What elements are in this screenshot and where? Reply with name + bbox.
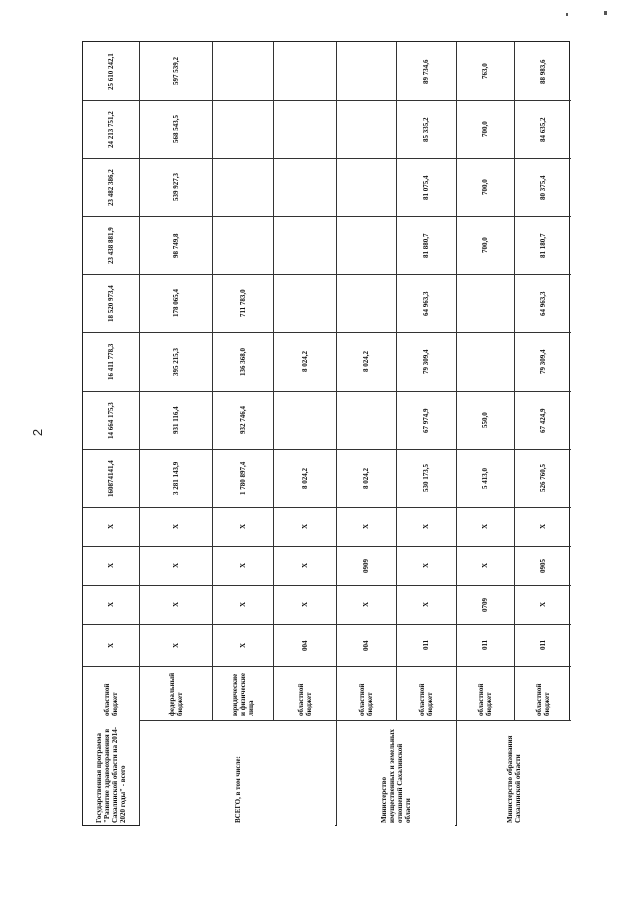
- cell-total: 160874141,4: [107, 459, 115, 497]
- cell-c4: Х: [481, 523, 489, 529]
- cell-total: 1 780 897,4: [238, 461, 247, 495]
- cell-y2017: 81 180,7: [538, 233, 547, 258]
- cell-c1: 011: [422, 639, 430, 650]
- cell-y2014: 67 424,9: [538, 408, 547, 433]
- table-gridline-v: [139, 42, 140, 825]
- table-gridline-h: [83, 666, 571, 667]
- cell-c2: Х: [422, 601, 430, 607]
- cell-c2: Х: [238, 601, 247, 607]
- table-gridline-h: [83, 216, 571, 217]
- cell-y2016: 711 783,0: [238, 289, 247, 317]
- cell-c1: 011: [538, 639, 547, 650]
- cell-c2: 0709: [481, 597, 489, 612]
- cell-c3: Х: [481, 562, 489, 568]
- cell-c3: Х: [171, 562, 180, 568]
- cell-c2: Х: [107, 601, 115, 607]
- cell-c1: Х: [238, 642, 247, 648]
- cell-c3: Х: [107, 562, 115, 568]
- table-gridline-h: [83, 100, 571, 101]
- cell-y2019: 24 213 751,2: [107, 110, 115, 148]
- cell-y2019: 85 335,2: [422, 117, 430, 142]
- row-label: Министерство образования Сахалинской области: [505, 735, 522, 823]
- cell-source: юридические и физические лица: [230, 673, 255, 716]
- cell-y2015: 136 368,0: [238, 347, 247, 376]
- cell-y2020: 89 734,6: [422, 59, 430, 84]
- cell-total: 8 024,2: [300, 467, 309, 489]
- cell-total: 8 024,2: [362, 467, 370, 489]
- cell-y2016: 64 963,3: [422, 291, 430, 316]
- cell-y2020: 597 539,2: [171, 57, 180, 85]
- table-gridline-h: [83, 391, 571, 392]
- cell-y2017: 98 749,8: [171, 233, 180, 258]
- cell-y2017: 700,0: [481, 237, 489, 253]
- cell-y2015: 16 411 778,3: [107, 343, 115, 380]
- cell-y2017: 23 438 881,9: [107, 226, 115, 264]
- cell-source: областной бюджет: [358, 683, 374, 716]
- cell-y2020: 763,0: [481, 63, 489, 79]
- cell-source: областной бюджет: [534, 683, 551, 716]
- table-gridline-h: [83, 274, 571, 275]
- cell-y2017: 81 880,7: [422, 233, 430, 258]
- cell-c4: Х: [422, 523, 430, 529]
- cell-total: 5 413,0: [481, 467, 489, 489]
- cell-y2014: 14 664 175,3: [107, 401, 115, 439]
- table-gridline-v: [336, 42, 337, 825]
- cell-y2014: 67 974,9: [422, 408, 430, 433]
- cell-c2: Х: [300, 601, 309, 607]
- table-gridline-v: [514, 42, 515, 825]
- cell-c1: 004: [362, 640, 370, 651]
- cell-y2014: 932 746,4: [238, 406, 247, 434]
- table-gridline-h: [83, 449, 571, 450]
- cell-c3: 0909: [362, 558, 370, 573]
- cell-y2018: 23 482 386,2: [107, 168, 115, 206]
- table-gridline-v: [273, 42, 274, 825]
- cell-c4: Х: [171, 523, 180, 529]
- cell-c2: Х: [362, 601, 370, 607]
- cell-c1: Х: [107, 642, 115, 648]
- cell-y2015: 79 309,4: [538, 349, 547, 374]
- cell-y2020: 25 610 242,1: [107, 52, 115, 90]
- cell-c4: Х: [300, 523, 309, 529]
- cell-total: 3 281 143,9: [171, 461, 180, 495]
- cell-y2018: 80 375,4: [538, 175, 547, 200]
- cell-source: областной бюджет: [418, 683, 434, 716]
- cell-y2015: 8 024,2: [300, 351, 309, 372]
- row-label: Министерство имущественных и земельных отношений Сахалинской области: [380, 729, 412, 823]
- cell-source: областной бюджет: [477, 683, 493, 716]
- cell-source: федеральный бюджет: [167, 672, 184, 716]
- cell-y2019: 700,0: [481, 121, 489, 137]
- cell-c3: Х: [238, 562, 247, 568]
- cell-y2016: 18 520 973,4: [107, 284, 115, 322]
- cell-c1: Х: [171, 642, 180, 648]
- table-gridline-h: [83, 624, 571, 625]
- cell-source: областной бюджет: [103, 683, 119, 716]
- cell-c1: 004: [300, 640, 309, 651]
- table-gridline-h: [83, 158, 571, 159]
- cell-c3: Х: [422, 562, 430, 568]
- cell-y2016: 64 963,3: [538, 291, 547, 316]
- cell-y2016: 178 065,4: [171, 289, 180, 317]
- cell-c2: Х: [538, 601, 547, 607]
- scan-speck: [604, 11, 607, 15]
- program-cell: Государственная программа "Развитие здравоохранения в Сахалинской области на 2014-2020 годы" - всего: [95, 726, 127, 823]
- cell-total: 526 760,5: [538, 464, 547, 492]
- table-gridline-h: [83, 507, 571, 508]
- cell-y2014: 550,0: [481, 412, 489, 428]
- table-gridline-h: [83, 546, 571, 547]
- table-gridline-h: [83, 332, 571, 333]
- cell-c4: Х: [238, 523, 247, 529]
- cell-y2020: 88 983,6: [538, 59, 547, 84]
- scan-speck: [566, 13, 568, 16]
- cell-y2019: 84 635,2: [538, 117, 547, 142]
- cell-y2018: 700,0: [481, 179, 489, 195]
- cell-c4: Х: [362, 523, 370, 529]
- cell-source: областной бюджет: [296, 683, 313, 716]
- cell-c4: Х: [107, 523, 115, 529]
- table-gridline-v: [396, 42, 397, 825]
- cell-y2018: 81 075,4: [422, 175, 430, 200]
- cell-y2015: 8 024,2: [362, 351, 370, 372]
- budget-table: [82, 41, 570, 826]
- cell-y2019: 568 543,5: [171, 115, 180, 143]
- cell-y2015: 79 309,4: [422, 349, 430, 374]
- cell-total: 530 173,5: [422, 464, 430, 492]
- cell-y2014: 931 116,4: [171, 406, 180, 434]
- cell-c3: 0905: [538, 558, 547, 573]
- cell-c3: Х: [300, 562, 309, 568]
- cell-y2015: 395 215,3: [171, 347, 180, 376]
- cell-c1: 011: [481, 639, 489, 650]
- page-number: 2: [30, 428, 46, 437]
- table-gridline-v: [212, 42, 213, 825]
- table-gridline-h: [83, 585, 571, 586]
- cell-y2018: 539 927,3: [171, 173, 180, 201]
- table-gridline-v: [456, 42, 457, 825]
- cell-c4: Х: [538, 523, 547, 529]
- cell-c2: Х: [171, 601, 180, 607]
- row-label: ВСЕГО, в том числе:: [233, 756, 242, 823]
